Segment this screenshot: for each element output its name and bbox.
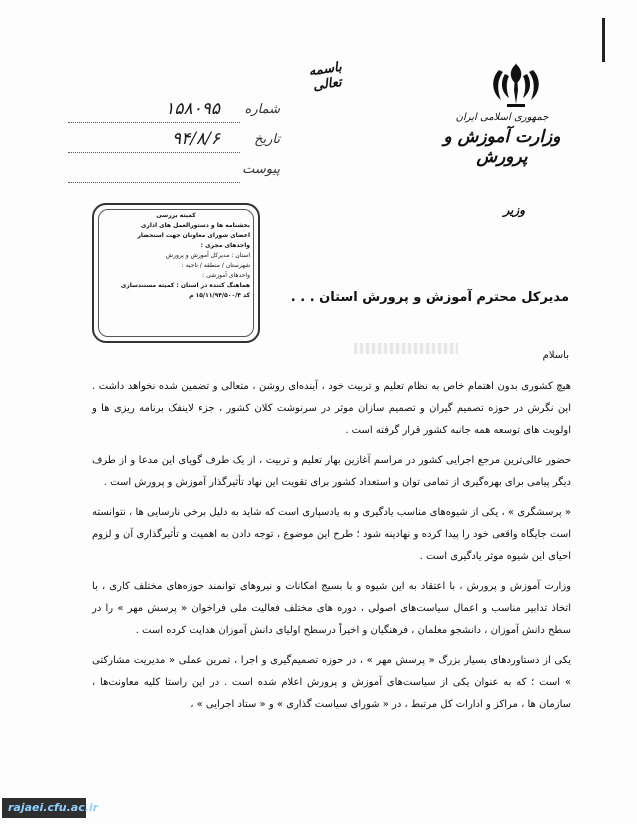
addressee: مدیرکل محترم آموزش و پرورش استان . . . <box>290 290 569 305</box>
stamp-line: استان : مدیرکل آموزش و پرورش <box>165 252 250 259</box>
stamp-line: بخشنامه ها و دستورالعمل های اداری <box>140 222 250 229</box>
body-paragraph: حضور عالی‌ترین مرجع اجرایی کشور در مراسم آغازین بهار تعلیم و تربیت ، از یک طرف گویای این مدعا و از طرف دیگر پیامی برای بهره‌گیری از تمامی توان و استعداد کشور برای تقویت این نهاد تأثیرگذار آموزش و پرورش است . <box>92 455 571 488</box>
stamp-line: اعضای شورای معاونان جهت استحضار <box>137 232 250 239</box>
review-stamp <box>92 203 260 343</box>
letter-meta <box>60 99 280 192</box>
corner-mark <box>602 18 605 62</box>
body-paragraph: هیچ کشوری بدون اهتمام خاص به نظام تعلیم و تربیت خود ، آینده‌ای روشن ، متعالی و تضمین شده نخواهد داشت . این نگرش در حوزه تصمیم گیران و تصمیم سازان موثر در سرنوشت کلان کشور ، جزء لاینفک برنامه ریزی ها و اولویت های توسعه همه جانبه کشور قرار گرفته است . <box>92 381 571 436</box>
body-paragraph: وزارت آموزش و پرورش ، با اعتقاد به این شیوه و با بسیج امکانات و نیروهای توانمند حوزه‌های مختلف کاری ، با اتخاذ تدابیر مناسب و اعمال سیاست‌های اصولی ، دوره های مختلف فعالیت ملی فراخوان « پرسش مهر » را در سطح دانش آموزان ، دانشجو معلمان ، فرهنگیان و اخیراً درسطح اولیای دانش آموزان هدایت کرده است . <box>92 581 571 636</box>
bismillah: باسمه تعالی <box>307 59 343 94</box>
date-label: تاریخ <box>254 132 280 147</box>
attachment-row <box>60 162 280 192</box>
stamp-title: کمیته بررسی <box>156 212 196 219</box>
iran-emblem-icon <box>487 60 545 110</box>
redacted-area <box>354 343 458 354</box>
number-value: ۱۵۸۰۹۵ <box>165 99 220 119</box>
number-row <box>60 99 280 132</box>
date-row <box>60 129 280 162</box>
stamp-line: شهرستان / منطقه / ناحیه : <box>181 262 250 269</box>
number-line <box>68 122 240 123</box>
ministry-title: وزارت آموزش و پرورش <box>443 127 561 167</box>
stamp-line: هماهنگ کننده در استان : کمیته مستندسازی <box>120 282 250 289</box>
number-label: شماره <box>244 102 280 117</box>
stamp-code: کد ۱۵/۱۱/۹۴/۵۰۰/۴ م <box>189 292 250 299</box>
attachment-label: پیوست <box>242 162 280 177</box>
attachment-line <box>68 182 240 183</box>
stamp-line: واحدهای آموزشی : <box>202 272 250 279</box>
date-line <box>68 152 240 153</box>
ministry-header <box>427 112 577 167</box>
salutation: باسلام <box>542 350 569 361</box>
date-value: ۹۴/۸/۶ <box>172 129 220 149</box>
stamp-line: واحدهای مجری : <box>200 242 250 249</box>
minister-title: وزیر <box>503 203 525 217</box>
site-badge[interactable]: rajaei.cfu.ac.ir <box>2 798 86 818</box>
body-paragraph: یکی از دستاوردهای بسیار بزرگ « پرسش مهر » ، در حوزه تصمیم‌گیری و اجرا ، تمرین عملی « مدیریت مشارکتی » است ؛ که به عنوان یکی از سیاست‌های آموزش و پرورش اعلام شده است . در این راستا کلیه معاونت‌ها ، سازمان ها ، مراکز و ادارات کل مرتبط ، در « شورای سیاست گذاری » و « ستاد اجرایی » ، <box>92 655 571 710</box>
body-paragraph: « پرسشگری » ، یکی از شیوه‌های مناسب یادگیری و به یادسپاری است که شاید به دلیل برخی نارسایی ها ، نتوانسته است جایگاه واقعی خود را پیدا کرده و نهادینه شود ؛ طرح این موضوع ، توجه دادن به اهمیت و تأثیرگذاری آن و لزوم احیای این شیوه موثر یادگیری است . <box>92 507 571 562</box>
letter-body <box>92 376 571 722</box>
republic-title: جمهوری اسلامی ایران <box>455 112 549 123</box>
